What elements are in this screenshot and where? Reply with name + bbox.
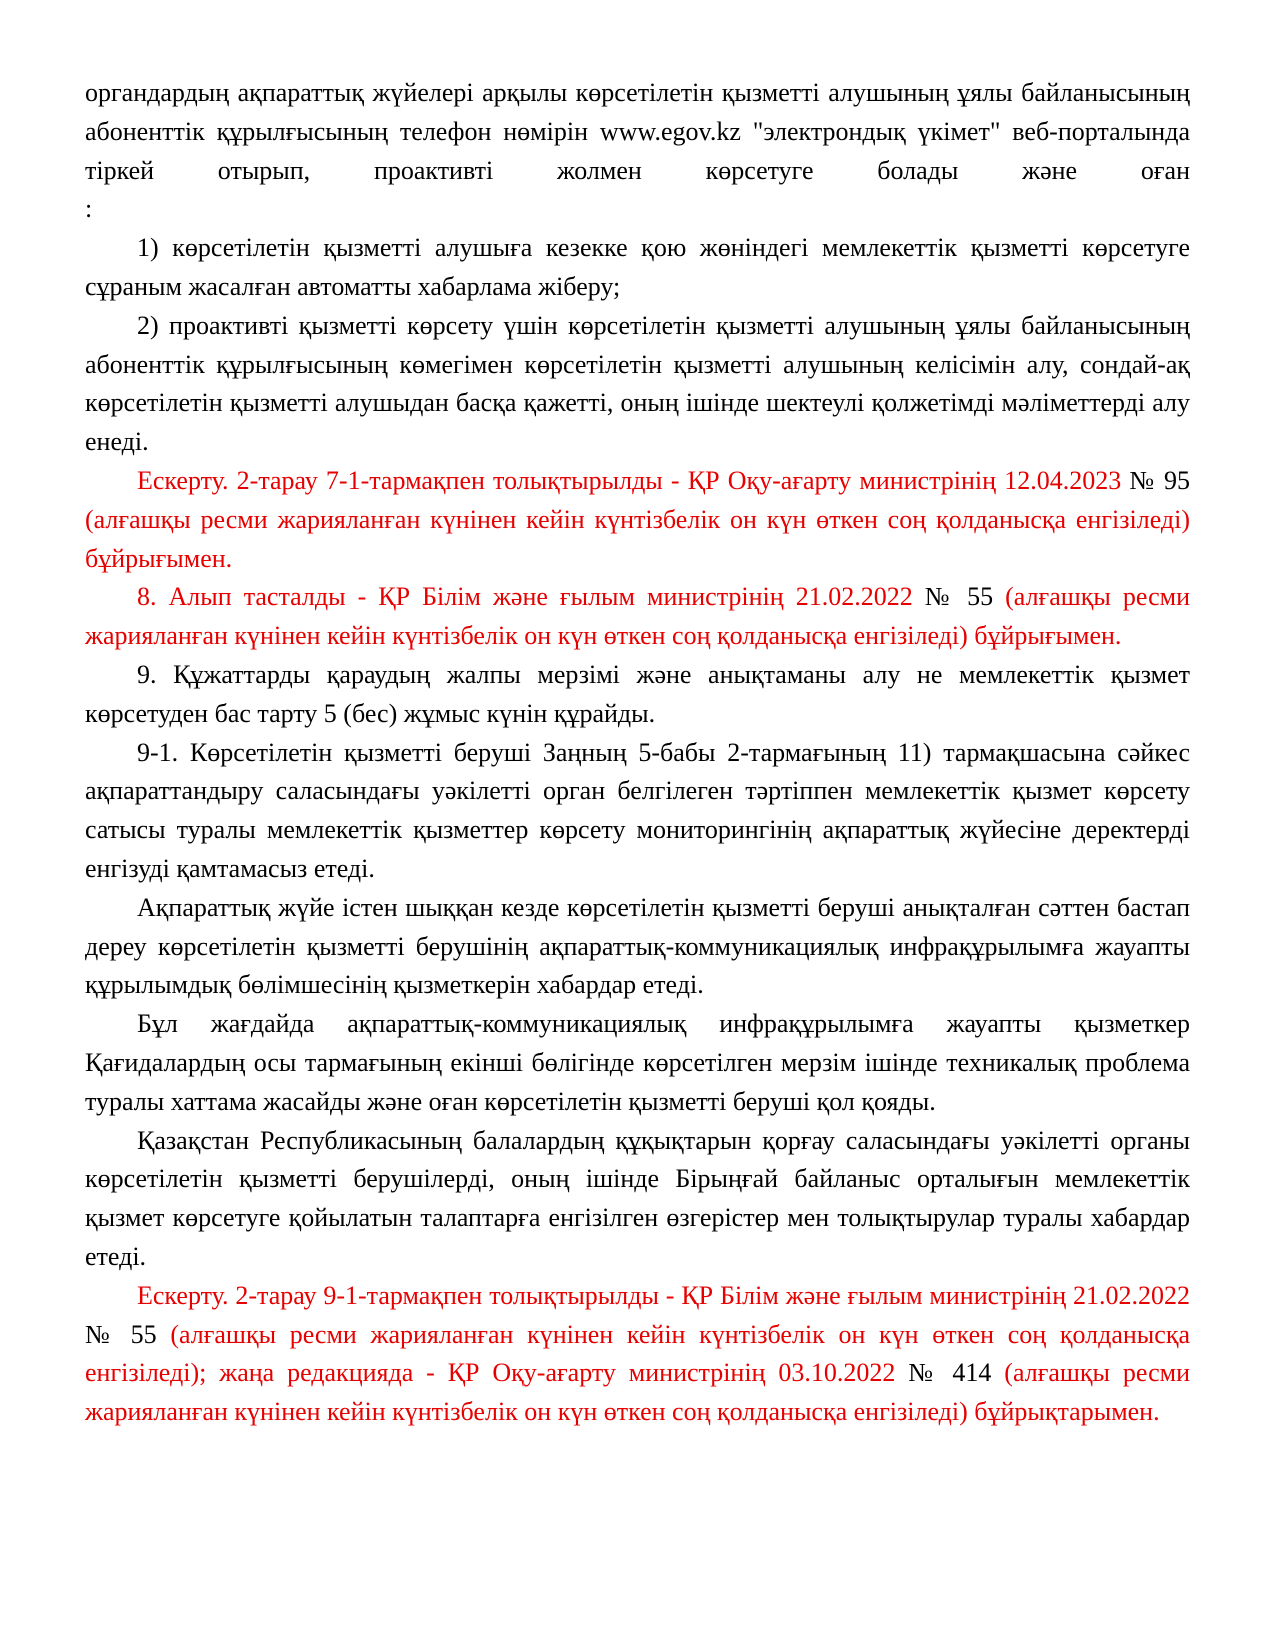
text-segment: "электрондық үкімет" веб-порталында тіркей отырып, проактивті жолмен көрсетуге болады және оған [85, 116, 1190, 185]
text-segment: Бұл жағдайда ақпараттық-коммуникациялық инфрақұрылымға жауапты қызметкер Қағидалардың осы тармағының екінші бөлігінде көрсетілген мерзім ішінде техникалық проблема туралы хаттама жасайды және оған көрсетілетін қызметті беруші қол қояды. [85, 1009, 1190, 1116]
para-clause-9-1 [85, 734, 1190, 889]
text-segment: 9. Құжаттарды қараудың жалпы мерзімі және анықтаманы алу не мемлекеттік қызмет көрсетуден бас тарту 5 (бес) жұмыс күнін құрайды. [85, 659, 1190, 728]
para-subitem-2 [85, 307, 1190, 462]
text-segment: 1) көрсетілетін қызметті алушыға кезекке қою жөніндегі мемлекеттік қызметті көрсетуге сұраным жасалған автоматты хабарлама жіберу; [85, 233, 1190, 301]
text-segment: 2) проактивті қызметті көрсету үшін көрсетілетін қызметті алушының ұялы байланысының абоненттік құрылғысының көмегімен көрсетілетін қызметті алушының келісімін алу, сондай-ақ көрсетілетін қызметті алушыдан басқа қажетті, оның ішінде шектеулі қолжетімді мәліметтерді алу енеді. [85, 310, 1190, 457]
text-segment: Ақпараттық жүйе істен шыққан кезде көрсетілетін қызметті беруші анықталған сәттен бастап дереу көрсетілетін қызметті берушінің ақпараттық-коммуникациялық инфрақұрылымға жауапты құрылымдық бөлімшесінің қызметкерін хабардар етеді. [85, 892, 1190, 1000]
order-number-55: № 55 [85, 1319, 157, 1349]
order-number-414: № 414 [908, 1358, 992, 1388]
note-chapter2-item7-1 [85, 462, 1190, 578]
red-text-segment: (алғашқы ресми жарияланған күнінен кейін күнтізбелік он күн өткен соң қолданысқа енгізіледі) бұйрығымен. [85, 582, 1191, 651]
para-children-rights-authority [85, 1122, 1190, 1277]
document-body [85, 74, 1190, 1432]
red-text-segment: Ескерту. 2-тарау 9-1-тармақпен толықтырылды - ҚР Білім және ғылым министрінің 21.02.2022 [137, 1280, 1190, 1310]
red-text-segment: (алғашқы ресми жарияланған күнінен кейін күнтізбелік он күн өткен соң қолданысқа енгізіледі); жаңа редакцияда - ҚР Оқу-ағарту министрінің 03.10.2022 [85, 1319, 1190, 1388]
text-segment: Қазақстан Республикасының балалардың құқықтарын қорғау саласындағы уәкілетті органы көрсетілетін қызметті берушілерді, оның ішінде Бірыңғай байланыс орталығын мемлекеттік қызмет көрсетуге қойылатын талаптарға енгізілген өзгерістер мен толықтырулар туралы хабардар етеді. [85, 1125, 1190, 1271]
red-text-segment: (алғашқы ресми жарияланған күнінен кейін күнтізбелік он күн өткен соң қолданысқа енгізіледі) бұйрықтарымен. [85, 1358, 1191, 1427]
text-segment: 9-1. Көрсетілетін қызметті беруші Заңның 5-бабы 2-тармағының 11) тармақшасына сәйкес ақпараттандыру саласындағы уәкілетті орган белгілеген тәртіппен мемлекеттік қызмет көрсету сатысы туралы мемлекеттік қызметтер көрсету мониторингінің ақпараттық жүйесіне деректерді енгізуді қамтамасыз етеді. [85, 737, 1190, 883]
para-technical-problem-protocol [85, 1005, 1190, 1121]
text-segment: органдардың ақпараттық жүйелері арқылы көрсетілетін қызметті алушының ұялы байланысының абоненттік құрылғысының телефон нөмірін [85, 78, 1190, 146]
egov-url-text: www.egov.kz [599, 116, 741, 146]
para-info-system-failure [85, 889, 1190, 1005]
para-clause-9 [85, 656, 1190, 734]
order-number-55: № 55 [924, 582, 994, 612]
order-number-95: № 95 [1129, 465, 1190, 495]
para-clause-8-excluded [85, 578, 1190, 656]
red-text-segment: (алғашқы ресми жарияланған күнінен кейін күнтізбелік он күн өткен соң қолданысқа енгізіледі) бұйрығымен. [85, 504, 1190, 573]
red-text-segment: Ескерту. 2-тарау 7-1-тармақпен толықтырылды - ҚР Оқу-ағарту министрінің 12.04.2023 [137, 465, 1130, 495]
lone-colon: : [85, 194, 93, 224]
note-chapter2-item9-1 [85, 1277, 1190, 1432]
para-proactive-intro-continuation [85, 74, 1190, 229]
para-subitem-1 [85, 229, 1190, 307]
red-text-segment: 8. Алып тасталды - ҚР Білім және ғылым министрінің 21.02.2022 [137, 582, 925, 612]
